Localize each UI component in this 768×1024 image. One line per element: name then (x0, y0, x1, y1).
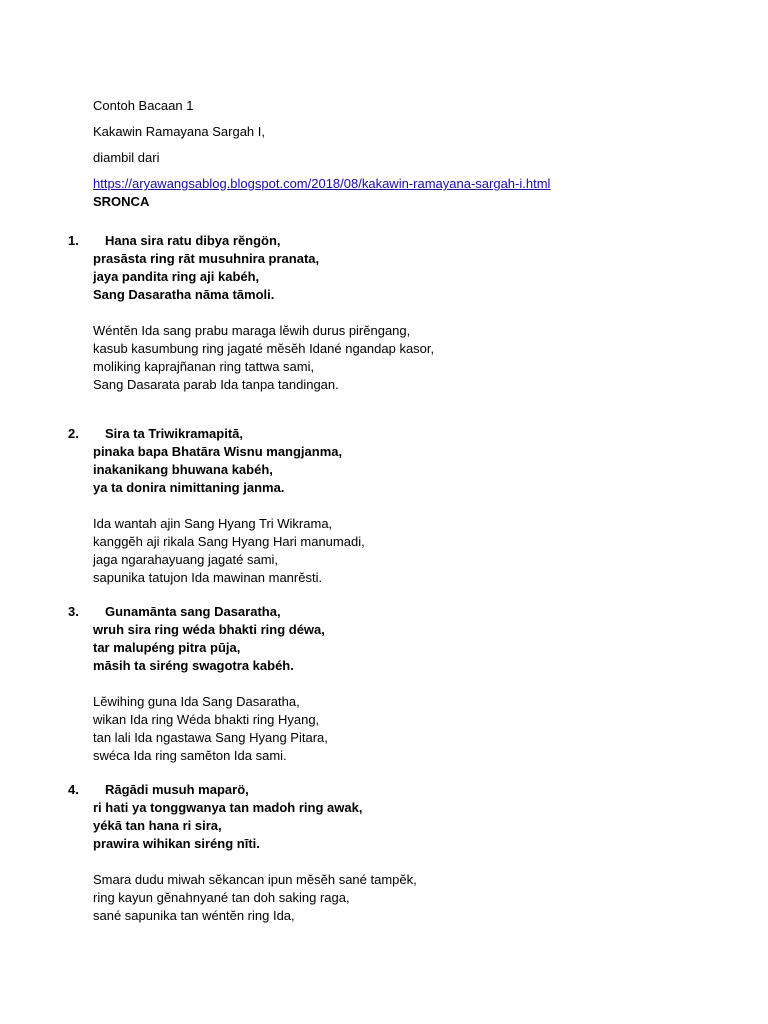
verse-line: māsih ta siréng swagotra kabéh. (93, 658, 294, 673)
verse-line: Sang Dasaratha nāma tāmoli. (93, 287, 275, 302)
verse-line: Gunamānta sang Dasaratha, (105, 604, 281, 619)
translation-line: jaga ngarahayuang jagaté sami, (93, 552, 279, 567)
translation-line: moliking kaprajñanan ring tattwa sami, (93, 359, 315, 374)
translation-line: Smara dudu miwah sĕkancan ipun mĕsĕh sané tampĕk, (93, 872, 417, 887)
document-subtitle: Kakawin Ramayana Sargah I, (93, 124, 265, 139)
document-title: Contoh Bacaan 1 (93, 98, 194, 113)
verse-line: Sira ta Triwikramapitā, (105, 426, 244, 441)
verse-2 (68, 425, 708, 587)
verse-line: jaya pandita ring aji kabéh, (93, 269, 260, 284)
verse-translation (93, 871, 708, 925)
verse-4 (68, 781, 708, 925)
translation-line: Sang Dasarata parab Ida tanpa tandingan. (93, 377, 339, 392)
verse-line: yékā tan hana ri sira, (93, 818, 222, 833)
translation-line: tan lali Ida ngastawa Sang Hyang Pitara, (93, 730, 328, 745)
translation-line: ring kayun gĕnahnyané tan doh saking raga, (93, 890, 350, 905)
verse-1 (68, 232, 708, 394)
translation-line: sapunika tatujon Ida mawinan manrĕsti. (93, 570, 323, 585)
verse-line: Rāgādi musuh maparö, (105, 782, 249, 797)
verse-number: 4. (68, 782, 79, 797)
translation-line: kanggĕh aji rikala Sang Hyang Hari manumadi, (93, 534, 365, 549)
verse-line: prasāsta ring rāt musuhnira pranata, (93, 251, 320, 266)
translation-line: sané sapunika tan wéntĕn ring Ida, (93, 908, 295, 923)
verse-line: ya ta donira nimittaning janma. (93, 480, 285, 495)
translation-line: Wéntĕn Ida sang prabu maraga lĕwih durus pirĕngang, (93, 323, 411, 338)
verse-line: ri hati ya tonggwanya tan madoh ring awak, (93, 800, 363, 815)
translation-line: wikan Ida ring Wéda bhakti ring Hyang, (93, 712, 320, 727)
verse-translation (93, 693, 708, 765)
verse-line: inakanikang bhuwana kabéh, (93, 462, 273, 477)
verse-number: 3. (68, 604, 79, 619)
verse-number: 1. (68, 233, 79, 248)
section-heading: SRONCA (93, 194, 150, 209)
translation-line: Ida wantah ajin Sang Hyang Tri Wikrama, (93, 516, 333, 531)
translation-line: kasub kasumbung ring jagaté mĕsĕh Idané ngandap kasor, (93, 341, 435, 356)
verse-translation (93, 515, 708, 587)
source-label: diambil dari (93, 150, 160, 165)
verse-translation (93, 322, 708, 394)
verse-3 (68, 603, 708, 765)
translation-line: swéca Ida ring samĕton Ida sami. (93, 748, 287, 763)
translation-line: Lĕwihing guna Ida Sang Dasaratha, (93, 694, 300, 709)
verse-number: 2. (68, 426, 79, 441)
intro-block (93, 97, 693, 211)
verse-line: Hana sira ratu dibya rĕngön, (105, 233, 281, 248)
source-link[interactable]: https://aryawangsablog.blogspot.com/2018/08/kakawin-ramayana-sargah-i.html (93, 176, 551, 191)
verse-line: prawira wihikan siréng nīti. (93, 836, 260, 851)
verse-line: wruh sira ring wéda bhakti ring déwa, (93, 622, 325, 637)
verse-line: pinaka bapa Bhatāra Wisnu mangjanma, (93, 444, 343, 459)
verse-line: tar malupéng pitra pūja, (93, 640, 241, 655)
